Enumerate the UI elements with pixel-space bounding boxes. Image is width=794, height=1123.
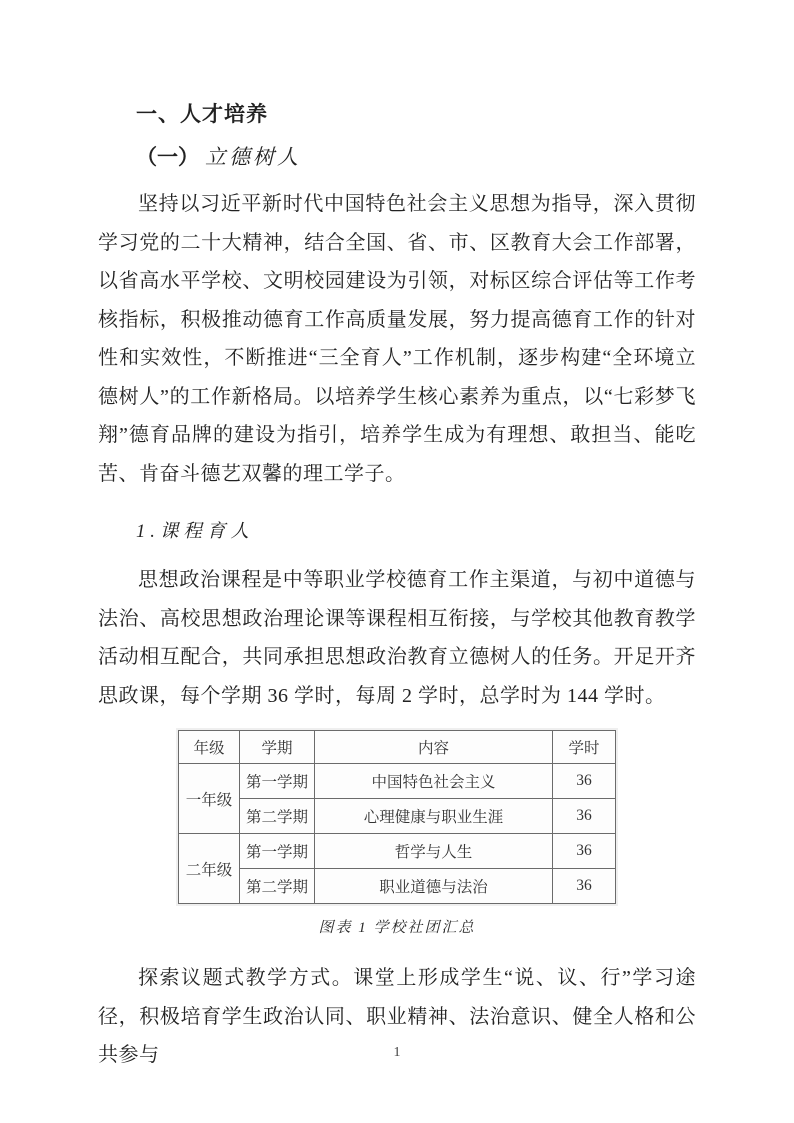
- grade-cell: 二年级: [179, 834, 240, 904]
- hours-cell: 36: [553, 834, 616, 869]
- content-cell: 中国特色社会主义: [315, 764, 553, 799]
- subsection-number: （一）: [136, 146, 199, 169]
- page-content: [98, 0, 696, 1075]
- semester-cell: 第二学期: [240, 799, 315, 834]
- col-header-semester: 学期: [240, 731, 315, 764]
- subsection-title: 立德树人: [205, 145, 301, 169]
- content-cell: 哲学与人生: [315, 834, 553, 869]
- grade-cell: 一年级: [179, 764, 240, 834]
- content-cell: 职业道德与法治: [315, 869, 553, 904]
- content-cell: 心理健康与职业生涯: [315, 799, 553, 834]
- hours-cell: 36: [553, 764, 616, 799]
- table-row: [179, 869, 616, 904]
- paragraph-moral-education: 坚持以习近平新时代中国特色社会主义思想为指导，深入贯彻学习党的二十大精神，结合全国、省、市、区教育大会工作部署，以省高水平学校、文明校园建设为引领，对标区综合评估等工作考核指标，积极推动德育工作高质量发展，努力提高德育工作的针对性和实效性，不断推进“三全育人”工作机制，逐步构建“全环境立德树人”的工作新格局。以培养学生核心素养为重点，以“七彩梦飞翔”德育品牌的建设为指引，培养学生成为有理想、敢担当、能吃苦、肯奋斗德艺双馨的理工学子。: [98, 193, 696, 485]
- course-hours-table: [178, 730, 616, 904]
- semester-cell: 第二学期: [240, 869, 315, 904]
- section-heading: 一、人才培养: [136, 103, 268, 126]
- hours-cell: 36: [553, 869, 616, 904]
- col-header-content: 内容: [315, 731, 553, 764]
- course-table-panel: [98, 730, 696, 904]
- table-caption: 图表 1 学校社团汇总: [318, 920, 476, 936]
- table-row: [179, 764, 616, 799]
- subsection-heading: [98, 142, 696, 173]
- col-header-hours: 学时: [553, 731, 616, 764]
- hours-cell: 36: [553, 799, 616, 834]
- page-number: 1: [393, 1045, 401, 1060]
- paragraph-teaching-method: 探索议题式教学方式。课堂上形成学生“说、议、行”学习途径，积极培育学生政治认同、职业精神、法治意识、健全人格和公共参与: [98, 967, 696, 1066]
- col-header-grade: 年级: [179, 731, 240, 764]
- semester-cell: 第一学期: [240, 764, 315, 799]
- paragraph-politics-course: 思想政治课程是中等职业学校德育工作主渠道，与初中道德与法治、高校思想政治理论课等课程相互衔接，与学校其他教育教学活动相互配合，共同承担思想政治教育立德树人的任务。开足开齐思政课，每个学期 36 学时，每周 2 学时，总学时为 144 学时。: [98, 569, 696, 707]
- numbered-subheading-curriculum: 1.课程育人: [136, 522, 254, 542]
- table-header-row: [179, 731, 616, 764]
- semester-cell: 第一学期: [240, 834, 315, 869]
- table-row: [179, 834, 616, 869]
- table-row: [179, 799, 616, 834]
